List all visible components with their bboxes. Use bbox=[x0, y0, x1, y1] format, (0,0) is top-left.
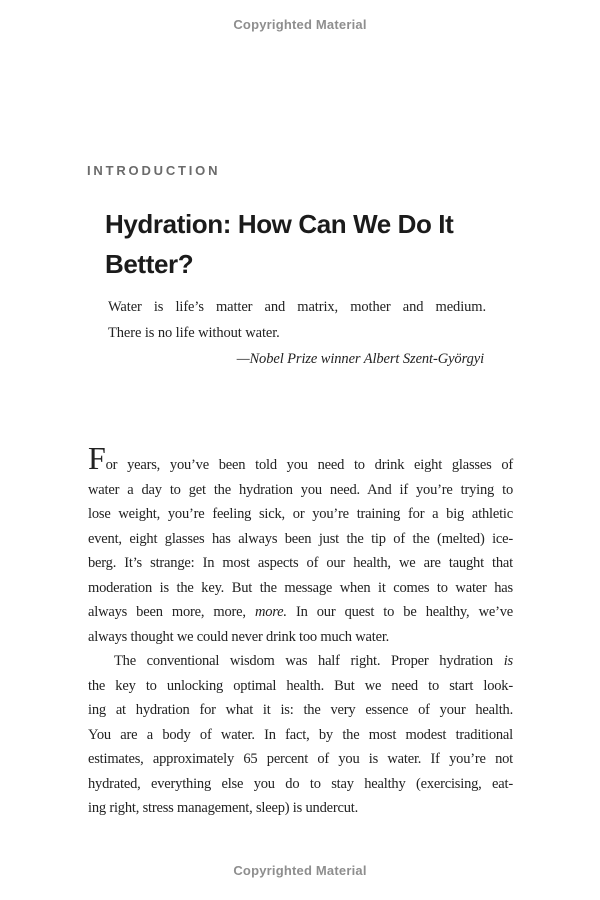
body-line bbox=[88, 649, 513, 674]
body-line bbox=[88, 796, 513, 821]
text-segment: water a day to get the hydration you need. And if you’re trying to bbox=[88, 481, 513, 498]
body-line bbox=[88, 551, 513, 576]
body-text bbox=[88, 440, 513, 821]
emphasized-text: is bbox=[503, 653, 513, 669]
text-segment: the key to unlocking optimal health. But we need to start look- bbox=[88, 677, 513, 694]
epigraph-line: There is no life without water. bbox=[108, 325, 280, 341]
text-segment: You are a body of water. In fact, by the most modest traditional bbox=[88, 726, 513, 743]
body-line bbox=[88, 502, 513, 527]
chapter-kicker: INTRODUCTION bbox=[87, 163, 221, 178]
body-line bbox=[88, 698, 513, 723]
text-segment: In our quest to be healthy, we’ve bbox=[286, 604, 513, 620]
text-segment: lose weight, you’re feeling sick, or you’re training for a big athletic bbox=[88, 506, 513, 522]
body-line bbox=[88, 772, 513, 797]
copyright-notice-top: Copyrighted Material bbox=[233, 17, 367, 32]
epigraph-attribution: —Nobel Prize winner Albert Szent-Györgyi bbox=[236, 351, 484, 367]
body-line bbox=[88, 747, 513, 772]
drop-cap: F bbox=[88, 440, 106, 476]
body-line bbox=[88, 674, 513, 699]
text-segment: ing right, stress management, sleep) is undercut. bbox=[88, 800, 359, 816]
epigraph bbox=[108, 294, 486, 372]
body-line bbox=[88, 478, 513, 503]
text-segment: estimates, approximately 65 percent of you is water. If you’re not bbox=[88, 751, 513, 767]
epigraph-line: Water is life’s matter and matrix, mother and medium. bbox=[108, 299, 486, 315]
body-line bbox=[88, 625, 513, 650]
body-line bbox=[88, 600, 513, 625]
body-line bbox=[88, 723, 513, 748]
body-line bbox=[88, 527, 513, 552]
chapter-title-line-1: Hydration: How Can We Do It bbox=[105, 209, 454, 239]
text-segment: event, eight glasses has always been just the tip of the (melted) ice- bbox=[88, 530, 513, 547]
text-segment: The conventional wisdom was half right. Proper hydration bbox=[114, 653, 504, 669]
text-segment: always thought we could never drink too much water. bbox=[88, 628, 390, 645]
chapter-title-line-2: Better? bbox=[105, 249, 194, 279]
text-segment: hydrated, everything else you do to stay healthy (exercising, eat- bbox=[88, 775, 513, 792]
chapter-title bbox=[105, 204, 525, 284]
emphasized-text: more. bbox=[254, 604, 287, 620]
text-segment: ing at hydration for what it is: the very essence of your health. bbox=[88, 702, 513, 718]
body-line bbox=[88, 576, 513, 601]
text-segment: berg. It’s strange: In most aspects of our health, we are taught that bbox=[88, 555, 513, 571]
text-segment: or years, you’ve been told you need to drink eight glasses of bbox=[105, 457, 513, 473]
text-segment: always been more, more, bbox=[88, 604, 255, 620]
body-line bbox=[88, 440, 513, 478]
copyright-notice-bottom: Copyrighted Material bbox=[233, 863, 367, 878]
text-segment: moderation is the key. But the message when it comes to water has bbox=[88, 579, 513, 596]
